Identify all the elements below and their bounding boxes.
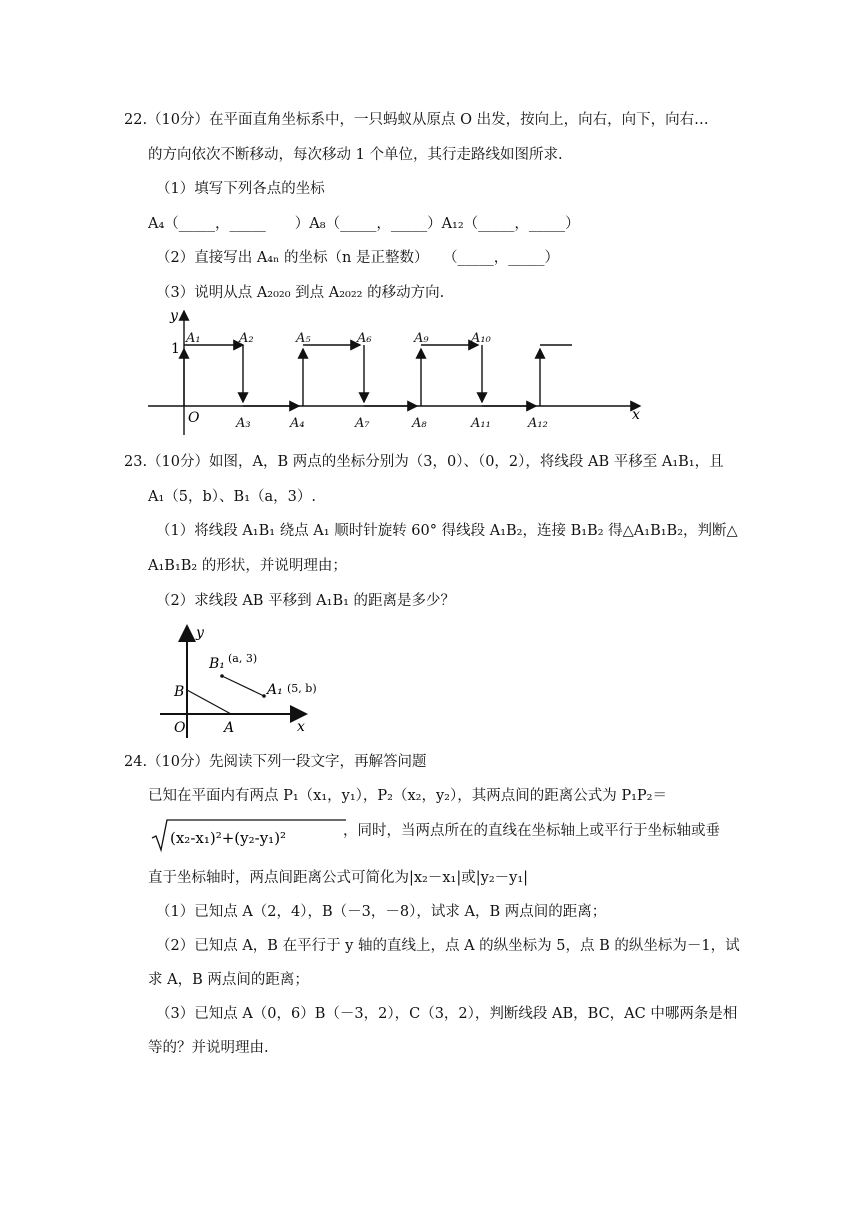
q22-blanks-a4-a8-a12: A₄（_____，_____ ）A₈（_____，_____）A₁₂（_____，_____） [148, 216, 580, 232]
q24-part-3: （3）已知点 A（0，6）B（－3，2），C（3，2），判断线段 AB，BC，AC 中哪两条是相 [156, 1006, 738, 1022]
label-b1-coord: (a, 3) [228, 652, 258, 665]
q24-part-3-cont: 等的？并说明理由. [148, 1040, 269, 1056]
q24-part-1: （1）已知点 A（2，4），B（－3，－8），试求 A，B 两点间的距离； [156, 904, 607, 920]
label-a1: A₁ [186, 331, 201, 346]
label-a2: A₂ [239, 331, 254, 346]
x-axis-label: x [632, 407, 640, 423]
origin-label: O [188, 410, 200, 426]
q22-line-2: 的方向依次不断移动，每次移动 1 个单位，其行走路线如图所求. [148, 147, 563, 163]
q22-part-3: （3）说明从点 A₂₀₂₀ 到点 A₂₀₂₂ 的移动方向. [156, 285, 445, 301]
point-a1 [262, 694, 266, 698]
q23-part-1-cont: A₁B₁B₂ 的形状，并说明理由； [148, 558, 347, 574]
y-axis-label: y [170, 308, 178, 324]
label-a10: A₁₀ [471, 331, 491, 346]
label-a9: A₉ [414, 331, 429, 346]
y-tick-1: 1 [171, 341, 180, 357]
formula-radicand: (x₂-x₁)²+(y₂-y₁)² [170, 829, 287, 847]
label-a12: A₁₂ [528, 416, 548, 431]
point-b1 [220, 674, 224, 678]
q23-line-1: 23.（10分）如图，A，B 两点的坐标分别为（3，0）、（0，2），将线段 AB 平移至 A₁B₁，且 [124, 454, 724, 470]
ant-path [184, 345, 572, 406]
label-a7: A₇ [355, 416, 370, 431]
segment-a1b1 [222, 676, 264, 696]
q22-line-1: 22.（10分）在平面直角坐标系中，一只蚂蚁从原点 O 出发，按向上，向右，向下，向右… [124, 112, 709, 128]
q24-line-1: 24.（10分）先阅读下列一段文字，再解答问题 [124, 754, 427, 770]
q24-line-2: 已知在平面内有两点 P₁（x₁，y₁），P₂（x₂，y₂），其两点间的距离公式为 P₁P₂＝ [148, 788, 667, 804]
label-a4: A₄ [290, 416, 305, 431]
segment-ab [187, 690, 231, 714]
q24-part-2: （2）已知点 A，B 在平行于 y 轴的直线上，点 A 的纵坐标为 5，点 B 的纵坐标为－1，试 [156, 938, 740, 954]
label-a5: A₅ [296, 331, 311, 346]
origin-label: O [174, 720, 186, 736]
q22-path-figure [140, 305, 660, 440]
q23-part-1: （1）将线段 A₁B₁ 绕点 A₁ 顺时针旋转 60° 得线段 A₁B₂，连接 B₁B₂ 得△A₁B₁B₂，判断△ [156, 523, 738, 539]
label-a11: A₁₁ [471, 416, 491, 431]
q23-figure [160, 620, 320, 742]
x-axis-label: x [297, 719, 305, 735]
label-a3: A₃ [236, 416, 251, 431]
q24-line-4: 直于坐标轴时，两点间距离公式可简化为|x₂－x₁|或|y₂－y₁| [148, 870, 529, 886]
y-axis-label: y [196, 625, 204, 641]
label-a6: A₆ [357, 331, 372, 346]
q23-part-2: （2）求线段 AB 平移到 A₁B₁ 的距离是多少？ [156, 593, 456, 609]
label-a1: A₁ [267, 682, 283, 698]
distance-formula [150, 816, 350, 854]
label-b1: B₁ [209, 656, 225, 672]
label-a1-coord: (5, b) [287, 682, 317, 695]
q24-part-2-cont: 求 A，B 两点间的距离； [148, 972, 309, 988]
q24-line-3: ，同时，当两点所在的直线在坐标轴上或平行于坐标轴或垂 [343, 823, 720, 839]
q22-part-1: （1）填写下列各点的坐标 [156, 181, 325, 197]
label-a8: A₈ [412, 416, 427, 431]
label-b: B [174, 684, 185, 700]
label-a: A [224, 720, 235, 736]
q22-part-2: （2）直接写出 A₄ₙ 的坐标（n 是正整数） （_____，_____） [156, 250, 559, 266]
q23-line-2: A₁（5，b）、B₁（a，3）. [148, 489, 316, 505]
